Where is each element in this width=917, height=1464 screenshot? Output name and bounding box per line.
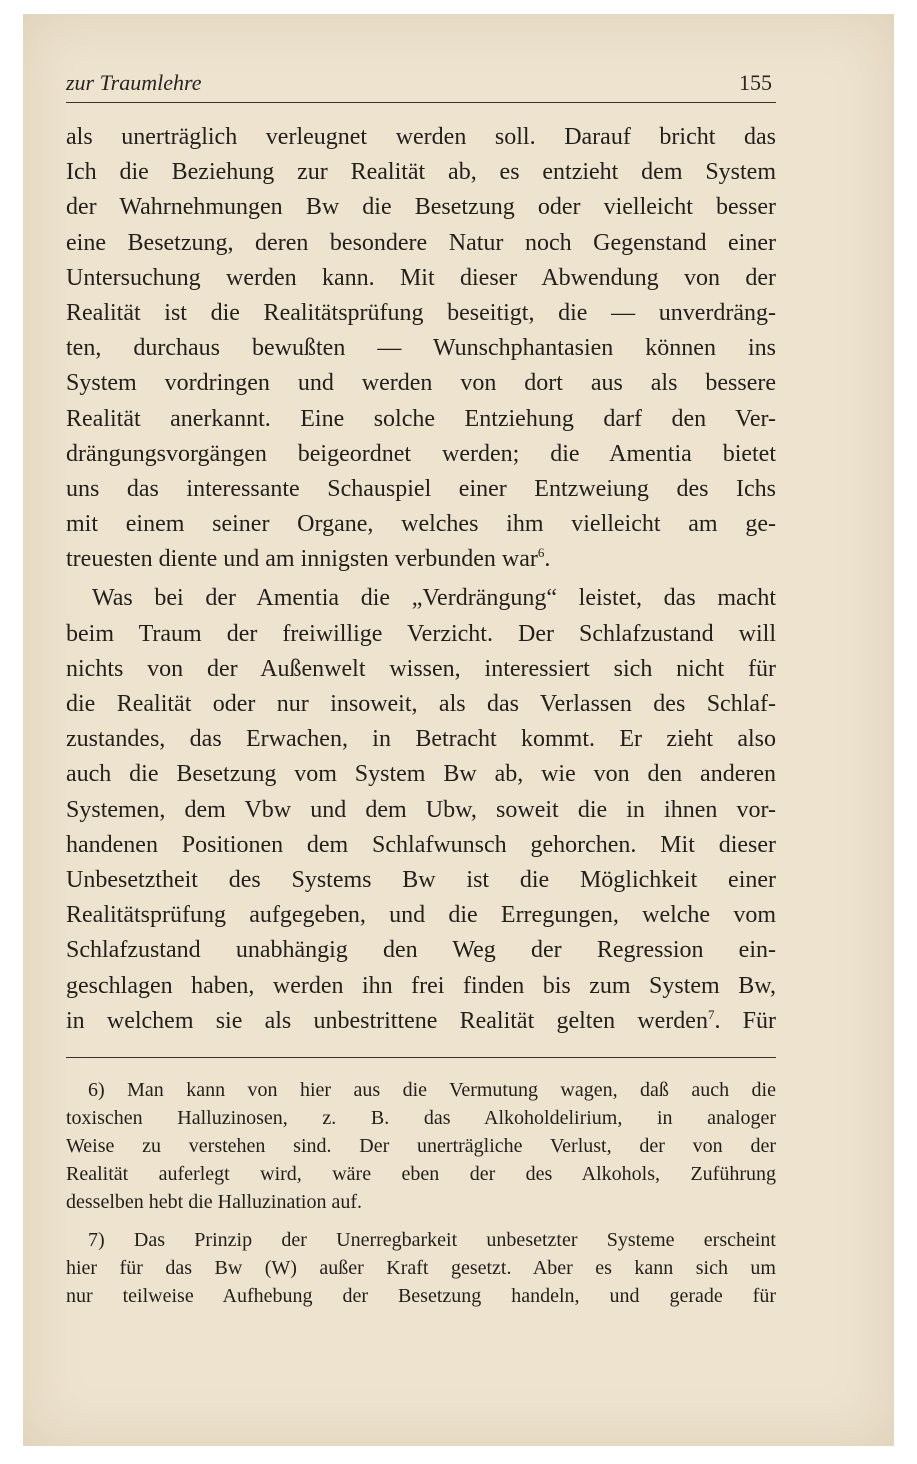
footnote-6 <box>66 1076 776 1216</box>
text-line: Unbesetztheit des Systems Bw ist die Möglichkeit einer <box>66 866 776 893</box>
text-span: . <box>544 546 551 573</box>
body-text <box>66 120 776 1039</box>
running-title: zur Traumlehre <box>66 70 202 95</box>
footnote-line: 6) Man kann von hier aus die Vermutung wagen, daß auch die <box>88 1079 776 1101</box>
footnote-line: Realität auferlegt wird, wäre eben der des Alkohols, Zuführung <box>66 1163 776 1185</box>
footnote-line: hier für das Bw (W) außer Kraft gesetzt. Aber es kann sich um <box>66 1257 776 1279</box>
text-line: eine Besetzung, deren besondere Natur noch Gegenstand einer <box>66 229 776 256</box>
text-line: ten, durchaus bewußten — Wunschphantasien können ins <box>66 335 776 362</box>
text-line: uns das interessante Schauspiel einer Entzweiung des Ichs <box>66 475 776 502</box>
text-line: Systemen, dem Vbw und dem Ubw, soweit die in ihnen vor- <box>66 796 776 823</box>
paragraph-2 <box>66 581 776 1038</box>
text-line: als unerträglich verleugnet werden soll. Darauf bricht das <box>66 124 776 150</box>
page-number: 155 <box>739 70 772 95</box>
text-line: handenen Positionen dem Schlafwunsch gehorchen. Mit dieser <box>66 831 776 858</box>
text-line: geschlagen haben, werden ihn frei finden bis zum System Bw, <box>66 972 776 999</box>
footnote-line: nur teilweise Aufhebung der Besetzung handeln, und gerade für <box>66 1285 776 1307</box>
page-header <box>66 70 776 102</box>
text-line: Untersuchung werden kann. Mit dieser Abwendung von der <box>66 264 776 291</box>
text-line: Realität ist die Realitätsprüfung beseitigt, die — unverdräng- <box>66 299 776 326</box>
footnote-ref-7[interactable]: 7 <box>707 1006 715 1022</box>
footnote-line: desselben hebt die Halluzination auf. <box>66 1191 363 1213</box>
footnote-line: toxischen Halluzinosen, z. B. das Alkoholdelirium, in analoger <box>66 1107 776 1129</box>
text-line: mit einem seiner Organe, welches ihm vielleicht am ge- <box>66 511 776 538</box>
footnote-line: Weise zu verstehen sind. Der unerträgliche Verlust, der von der <box>66 1135 776 1157</box>
footnote-7 <box>66 1226 776 1310</box>
text-line: Realität anerkannt. Eine solche Entziehung darf den Ver- <box>66 405 776 432</box>
text-line: die Realität oder nur insoweit, als das Verlassen des Schlaf- <box>66 691 776 717</box>
header-rule <box>66 102 776 103</box>
text-line: System vordringen und werden von dort aus als bessere <box>66 370 776 397</box>
footnotes <box>66 1076 776 1310</box>
text-line: Realitätsprüfung aufgegeben, und die Erregungen, welche vom <box>66 902 776 929</box>
text-span: in welchem sie als unbestrittene Realität gelten werden <box>66 1007 708 1034</box>
text-line: Ich die Beziehung zur Realität ab, es entzieht dem System <box>66 159 776 186</box>
footnote-line: 7) Das Prinzip der Unerregbarkeit unbesetzter Systeme erscheint <box>88 1229 776 1251</box>
text-line: der Wahrnehmungen Bw die Besetzung oder vielleicht besser <box>66 194 776 221</box>
text-line: Was bei der Amentia die „Verdrängung“ leistet, das macht <box>92 585 776 612</box>
text-line <box>66 1004 776 1039</box>
footnote-rule <box>66 1057 776 1058</box>
text-line: drängungsvorgängen beigeordnet werden; die Amentia bietet <box>66 440 776 467</box>
text-line <box>66 542 776 577</box>
text-line: nichts von der Außenwelt wissen, interessiert sich nicht für <box>66 655 776 682</box>
footnote-ref-6[interactable]: 6 <box>537 545 545 561</box>
text-line: auch die Besetzung vom System Bw ab, wie von den anderen <box>66 761 776 788</box>
text-line: zustandes, das Erwachen, in Betracht kommt. Er zieht also <box>66 726 776 753</box>
text-span: . Für <box>714 1007 777 1034</box>
text-line: Schlafzustand unabhängig den Weg der Regression ein- <box>66 937 776 964</box>
text-span: treuesten diente und am innigsten verbunden war <box>66 546 538 573</box>
paragraph-1 <box>66 120 776 577</box>
text-line: beim Traum der freiwillige Verzicht. Der Schlafzustand will <box>66 620 776 647</box>
